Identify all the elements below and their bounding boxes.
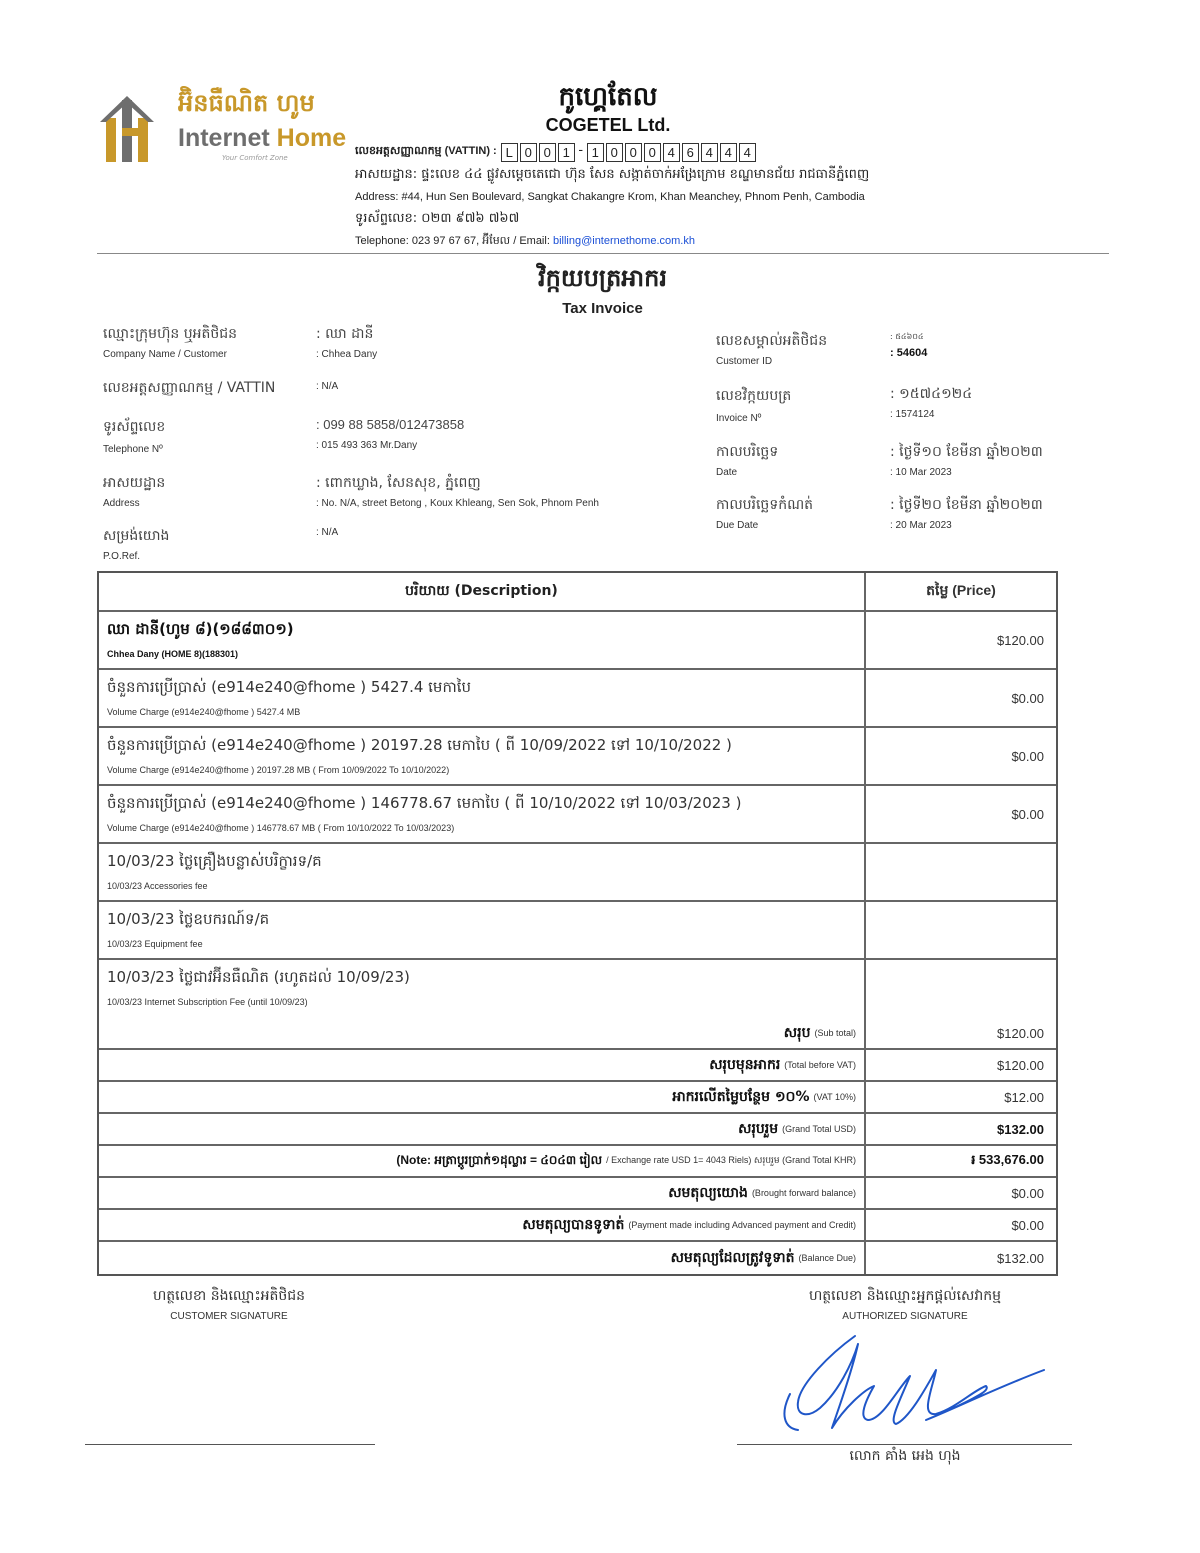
item-description [99, 612, 866, 668]
line-items [99, 612, 1056, 1018]
authorized-signature-image [760, 1324, 1050, 1442]
table-row [99, 960, 1056, 1018]
address-label: អាសយដ្ឋាន [103, 475, 166, 491]
total-value: ៛ 533,676.00 [971, 1151, 1044, 1167]
total-row [99, 1082, 1056, 1114]
total-row [99, 1114, 1056, 1146]
logo-khmer-text: អ៊ិនធឺណិត ហូម [178, 89, 315, 117]
total-label-english: (Balance Due) [798, 1253, 856, 1263]
item-price [866, 902, 1056, 958]
total-label [99, 1146, 866, 1176]
table-row [99, 728, 1056, 786]
item-description-khmer: ចំនួនការប្រើប្រាស់ (e914e240@fhome ) 20197.28 មេកាបៃ ( ពី 10/09/2022 ទៅ 10/10/2022 ) [107, 736, 732, 754]
invoice-table [97, 571, 1058, 1276]
vattin-char-box: 0 [520, 143, 537, 162]
item-price [866, 960, 1056, 1018]
item-description [99, 728, 866, 784]
customer-signature-label-en: CUSTOMER SIGNATURE [170, 1311, 288, 1322]
item-description-khmer: 10/03/23 ថ្លៃជាវអ៊ីនធឺណិត (រហូតដល់ 10/09/23) [107, 968, 410, 986]
item-price: $0.00 [1011, 690, 1044, 706]
company-name-label-en: Company Name / Customer [103, 349, 227, 360]
table-row [99, 612, 1056, 670]
item-price: $0.00 [1011, 806, 1044, 822]
total-label [99, 1210, 866, 1240]
company-address-english: Address: #44, Hun Sen Boulevard, Sangkat Chakangre Krom, Khan Meanchey, Phnom Penh, Cambodia [355, 191, 865, 203]
invoice-title-khmer: វិក្កយបត្រអាករ [537, 264, 668, 292]
item-description-khmer: ចំនួនការប្រើប្រាស់ (e914e240@fhome ) 5427.4 មេកាបៃ [107, 678, 472, 696]
total-label-khmer: សមតុល្យយោង [668, 1184, 748, 1201]
item-price: $120.00 [997, 632, 1044, 648]
telephone-value: : 099 88 5858/012473858 [316, 417, 465, 432]
item-description [99, 902, 866, 958]
description-header: បរិយាយ (Description) [99, 573, 866, 610]
total-label [99, 1242, 866, 1274]
total-value: $0.00 [1011, 1185, 1044, 1201]
telephone-value-en: : 015 493 363 Mr.Dany [316, 440, 418, 451]
total-value: $120.00 [997, 1025, 1044, 1041]
total-label [99, 1018, 866, 1048]
due-date-value: : 20 Mar 2023 [890, 520, 952, 531]
vattin-char-box: 4 [739, 143, 756, 162]
table-header [99, 573, 1056, 612]
authorized-signature-label: ហត្ថលេខា និងឈ្មោះអ្នកផ្តល់សេវាកម្ម [808, 1288, 1002, 1304]
total-label-khmer: សរុប [783, 1024, 811, 1041]
total-label-khmer: អាករលើតម្លៃបន្ថែម ១០% [672, 1088, 810, 1105]
vattin-field-label: លេខអត្តសញ្ញាណកម្ម / VATTIN [103, 380, 276, 396]
invoice-number-value-kh: : ១៥៧៤១២៤ [890, 386, 973, 402]
telephone-text: Telephone: 023 97 67 67, អ៊ីមែល / Email: [355, 235, 550, 247]
total-label [99, 1050, 866, 1080]
item-description [99, 844, 866, 900]
customer-id-label: លេខសម្គាល់អតិថិជន [716, 333, 828, 349]
total-label-khmer: សរុបមុនអាករ [709, 1056, 781, 1073]
total-value: $132.00 [997, 1250, 1044, 1266]
authorized-signature-label-en: AUTHORIZED SIGNATURE [842, 1311, 968, 1322]
date-value: : 10 Mar 2023 [890, 467, 952, 478]
address-value-en: : No. N/A, street Betong , Koux Khleang, Sen Sok, Phnom Penh [316, 498, 599, 509]
vattin-char-box: L [501, 143, 518, 162]
vattin-dash: - [578, 142, 584, 158]
vattin-row [355, 141, 758, 163]
total-label [99, 1178, 866, 1208]
customer-signature-line [85, 1444, 375, 1445]
total-value: $0.00 [1011, 1217, 1044, 1233]
signer-name: លោក គាំង អេង ហុង [849, 1448, 961, 1464]
item-price: $0.00 [1011, 748, 1044, 764]
total-label-khmer: សមតុល្យដែលត្រូវទូទាត់ [670, 1249, 795, 1266]
exchange-note: (Note: អត្រាប្តូរប្រាក់១ដុល្លារ = ៤០៤៣ រៀល [396, 1153, 603, 1167]
item-description-khmer: 10/03/23 ថ្លៃគ្រឿងបន្លាស់បរិក្ខារទ/គ [107, 852, 322, 870]
table-row [99, 670, 1056, 728]
po-ref-value: : N/A [316, 527, 339, 538]
total-label-english: / Exchange rate USD 1= 4043 Riels) សរុបរួម (Grand Total KHR) [606, 1154, 856, 1165]
item-description [99, 670, 866, 726]
date-label-en: Date [716, 467, 738, 478]
logo-english-text [178, 124, 346, 153]
vattin-char-box: 4 [720, 143, 737, 162]
item-description-khmer: ឈា ដានី(ហូម ៨)(១៨៨៣០១) [107, 620, 294, 638]
item-description-khmer: ចំនួនការប្រើប្រាស់ (e914e240@fhome ) 146778.67 មេកាបៃ ( ពី 10/10/2022 ទៅ 10/03/2023 ) [107, 794, 742, 812]
total-row [99, 1178, 1056, 1210]
item-description-english: 10/03/23 Internet Subscription Fee (until 10/09/23) [107, 997, 308, 1007]
item-description [99, 786, 866, 842]
address-label-en: Address [103, 498, 140, 509]
total-label-english: (Grand Total USD) [782, 1124, 856, 1134]
totals-section [99, 1018, 1056, 1274]
po-ref-label: សម្រង់យោង [103, 528, 170, 544]
company-telephone-english [355, 234, 695, 250]
item-description-english: Volume Charge (e914e240@fhome ) 146778.67 MB ( From 10/10/2022 To 10/03/2023) [107, 823, 455, 833]
customer-id-label-en: Customer ID [716, 356, 773, 367]
total-label-khmer: សរុបរួម [738, 1120, 779, 1137]
item-description-english: Volume Charge (e914e240@fhome ) 5427.4 MB [107, 707, 301, 717]
vattin-char-box: 4 [701, 143, 718, 162]
logo-tagline: Your Comfort Zone [222, 154, 288, 162]
total-label-english: (Payment made including Advanced payment and Credit) [628, 1220, 856, 1230]
item-description-english: Volume Charge (e914e240@fhome ) 20197.28 MB ( From 10/09/2022 To 10/10/2022) [107, 765, 450, 775]
vattin-boxes [501, 143, 758, 162]
total-label-english: (Total before VAT) [784, 1060, 856, 1070]
total-value: $12.00 [1004, 1089, 1044, 1105]
company-name-khmer: កូហ្គេតែល [558, 82, 658, 112]
total-row [99, 1018, 1056, 1050]
billing-email-link[interactable]: billing@internethome.com.kh [552, 235, 695, 247]
item-description-english: 10/03/23 Accessories fee [107, 881, 208, 891]
total-label [99, 1114, 866, 1144]
total-value: $120.00 [997, 1057, 1044, 1073]
address-value: : ពោកឃ្លាង, សែនសុខ, ភ្នំពេញ [316, 475, 481, 491]
logo-word-home: Home [276, 124, 347, 152]
total-label-english: (Brought forward balance) [751, 1188, 856, 1198]
total-row [99, 1050, 1056, 1082]
item-description [99, 960, 866, 1018]
table-row [99, 844, 1056, 902]
company-name-label: ឈ្មោះក្រុមហ៊ុន ឬអតិថិជន [103, 326, 238, 342]
vattin-char-box: 0 [606, 143, 623, 162]
item-description-english: Chhea Dany (HOME 8)(188301) [107, 649, 239, 659]
telephone-label: ទូរស័ព្ទលេខ [103, 419, 166, 435]
total-label-english: (Sub total) [814, 1028, 856, 1038]
vattin-label: លេខអត្តសញ្ញាណកម្ម (VATTIN) : [355, 145, 497, 157]
total-label-english: (VAT 10%) [813, 1092, 856, 1102]
table-row [99, 902, 1056, 960]
vattin-char-box: 1 [587, 143, 604, 162]
table-row [99, 786, 1056, 844]
company-name-english: COGETEL Ltd. [545, 115, 671, 135]
invoice-title-english: Tax Invoice [562, 300, 643, 317]
total-value: $132.00 [997, 1121, 1044, 1137]
total-row [99, 1242, 1056, 1274]
due-date-label: កាលបរិច្ឆេទកំណត់ [716, 497, 814, 513]
company-address-khmer: អាសយដ្ឋាន: ផ្ទះលេខ ៤៤ ផ្លូវសម្តេចតេជោ ហ៊ុន សែន សង្កាត់ចាក់អង្រែក្រោម ខណ្ឌមានជ័យ រាជធានីភ្នំពេញ [355, 167, 870, 182]
logo-word-internet: Internet [178, 124, 270, 152]
po-ref-label-en: P.O.Ref. [103, 551, 141, 562]
vattin-char-box: 0 [539, 143, 556, 162]
date-label: កាលបរិច្ឆេទ [716, 444, 779, 460]
total-row [99, 1210, 1056, 1242]
total-label [99, 1082, 866, 1112]
telephone-label-en: Telephone Nº [103, 444, 163, 455]
customer-signature-label: ហត្ថលេខា និងឈ្មោះអតិថិជន [152, 1288, 306, 1304]
customer-name-value-en: : Chhea Dany [316, 349, 378, 360]
item-description-khmer: 10/03/23 ថ្លៃឧបករណ៍ទ/គ [107, 910, 270, 928]
vattin-char-box: 0 [625, 143, 642, 162]
vattin-char-box: 1 [558, 143, 575, 162]
item-price [866, 844, 1056, 900]
vattin-field-value: : N/A [316, 381, 339, 392]
invoice-number-label-en: Invoice Nº [716, 413, 762, 424]
vattin-char-box: 6 [682, 143, 699, 162]
vattin-char-box: 4 [663, 143, 680, 162]
customer-id-value-kh: : ៥៤៦០៤ [890, 332, 924, 341]
invoice-number-value: : 1574124 [890, 409, 935, 420]
price-header: តម្លៃ (Price) [926, 582, 996, 598]
logo-mark-icon [100, 92, 170, 164]
total-row [99, 1146, 1056, 1178]
authorized-signature-line [737, 1444, 1072, 1445]
due-date-value-kh: : ថ្ងៃទី២០ ខែមីនា ឆ្នាំ២០២៣ [890, 497, 1043, 513]
invoice-number-label: លេខវិក្កយបត្រ [716, 388, 792, 404]
due-date-label-en: Due Date [716, 520, 759, 531]
total-label-khmer: សមតុល្យបានទូទាត់ [522, 1216, 625, 1233]
company-telephone-khmer: ទូរស័ព្ទលេខ: ០២៣ ៩៧៦ ៧៦៧ [355, 211, 520, 226]
customer-name-value: : ឈា ដានី [316, 326, 374, 342]
vattin-char-box: 0 [644, 143, 661, 162]
date-value-kh: : ថ្ងៃទី១០ ខែមីនា ឆ្នាំ២០២៣ [890, 444, 1043, 460]
header-divider [97, 253, 1109, 254]
customer-id-value: : 54604 [890, 347, 928, 359]
item-description-english: 10/03/23 Equipment fee [107, 939, 203, 949]
